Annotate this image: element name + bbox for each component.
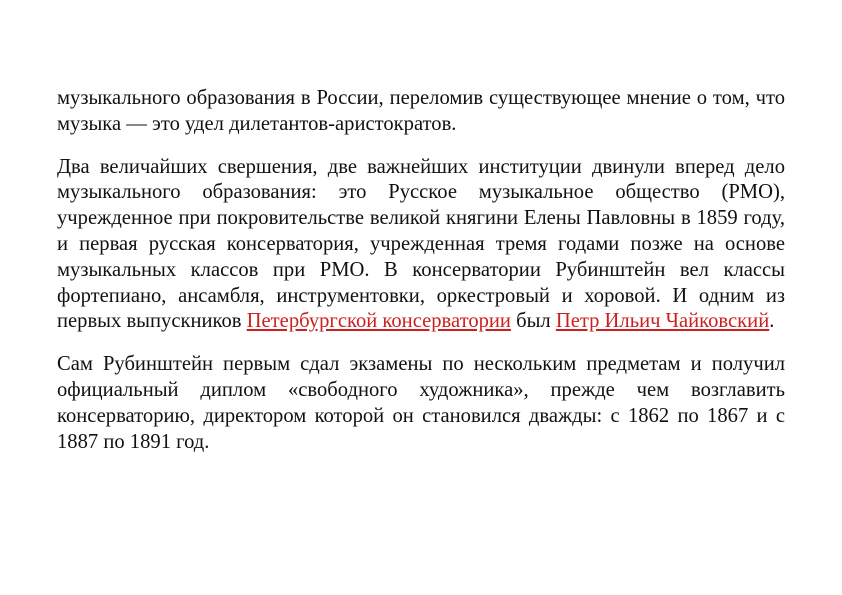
tchaikovsky-link[interactable]: Петр Ильич Чайковский — [555, 310, 770, 333]
paragraph-1-text: музыкального образования в России, переломив существующее мнение о том, что музыка — это удел дилетантов-аристократов. — [57, 87, 785, 135]
paragraph-2-text-middle: был — [510, 310, 556, 333]
paragraph-1 — [57, 86, 785, 138]
paragraph-3 — [57, 352, 785, 455]
paragraph-2-text-before: Два величайших свершения, две важнейших институции двинули вперед дело музыкального образования: это Русское музыкальное общество (РМО), учрежденное при покровительстве великой княгини Елены Павловны в 1859 году, и первая русская консерватория, учрежденная тремя годами позже на основе музыкальных классов при РМО. В консерватории Рубинштейн вел классы фортепиано, ансамбля, инструментовки, оркестровый и хоровой. И одним из первых выпускников — [57, 155, 785, 333]
document-body — [57, 86, 785, 472]
petersburg-conservatory-link[interactable]: Петербургской консерватории — [246, 310, 511, 333]
paragraph-2 — [57, 155, 785, 336]
paragraph-3-text: Сам Рубинштейн первым сдал экзамены по нескольким предметам и получил официальный диплом «свободного художника», прежде чем возглавить консерваторию, директором которой он становился дважды: с 1862 по 1867 и с 1887 по 1891 год. — [57, 353, 785, 453]
paragraph-2-text-after: . — [769, 310, 775, 333]
